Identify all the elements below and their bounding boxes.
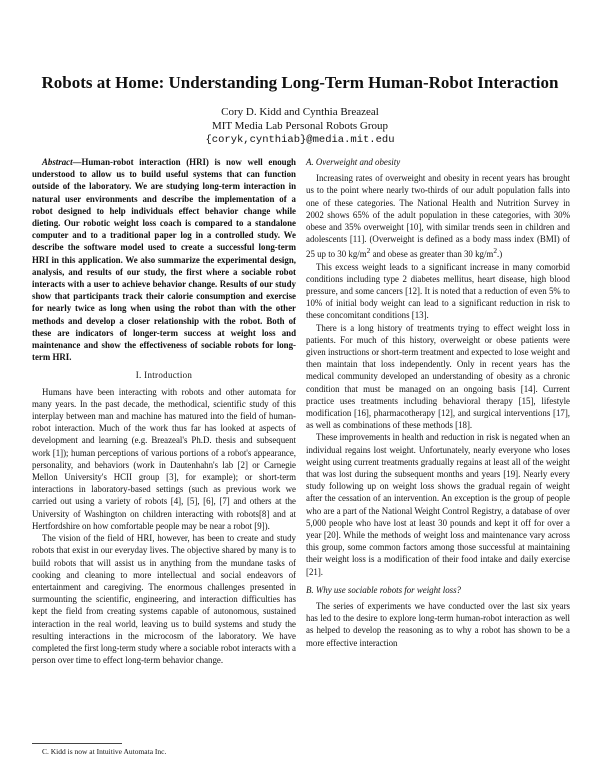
author-block xyxy=(40,105,560,147)
footnote: C. Kidd is now at Intuitive Automata Inc. xyxy=(42,747,167,756)
paper-title: Robots at Home: Understanding Long-Term Human-Robot Interaction xyxy=(41,73,559,92)
body-paragraph: Increasing rates of overweight and obesity in recent years has brought us to the point where nearly two-thirds of our adult population falls into one of these categories. The National Health and Nutrition Survey in 2002 shows 65% of the adult population in these categories, with 30% obese and 35% overweight [10], with similar trends seen in children and adolescents [11]. (Overweight is defined as a body mass index (BMI) of 25 up to 30 $kg/m^2$ and obese as greater than 30 $kg/m^2$.) xyxy=(306,173,570,260)
author-names: Cory D. Kidd and Cynthia Breazeal xyxy=(221,106,379,118)
footnote-divider xyxy=(32,743,122,744)
abstract-text: —Human-robot interaction (HRI) is now well enough understood to allow us to build useful systems that can function outside of the laboratory. We are studying long-term interaction in natural user environments and describe the implementation of a robot designed to help individuals effect behavior change while dieting. Our robotic weight loss coach is compared to a standalone computer and to a traditional paper log in a controlled study. We describe the software model used to create a successful long-term HRI in this application. We also summarize the experimental design, analysis, and results of our study, the first where a sociable robot interacts with a user to achieve behavior change. Results of our study show that participants track their calorie consumption and exercise for nearly twice as long when using the robot than with the other methods and develop a closer relationship with the robot. Both of these are indicators of longer-term success at weight loss and maintenance and show the effectiveness of sociable robots for long-term HRI. xyxy=(32,157,296,363)
author-email: {coryk,cynthiab}@media.mit.edu xyxy=(205,134,395,146)
right-column xyxy=(306,156,570,649)
intro-paragraph: The vision of the field of HRI, however, has been to create and study robots that exist in our everyday lives. The objective shared by many is to build robots that will assist us in anything from the mundane tasks of cooking and cleaning to more intellectual and social endeavors of entertainment and caregiving. The enormous challenges presented in surmounting the scientific, engineering, and interaction difficulties has kept the field from creating systems capable of autonomous, sustained interaction in the real world, leaving us to build systems and study the resulting interactions in the microcosm of the laboratory. We have completed the first long-term study where a sociable robot interacts with a person over time to effect long-term behavior change. xyxy=(32,533,296,666)
body-paragraph: These improvements in health and reduction in risk is negated when an individual regains lost weight. Unfortunately, nearly everyone who loses weight using current treatments gradually regains at least all of the weight that was lost during the subsequent months and years [19]. Nearly every study following up on weight loss shows the gradual regain of weight after the cessation of an intervention. An exception is the group of people who are a part of the National Weight Control Registry, a database of over 5,000 people who have lost at least 30 pounds and kept it off for over a year [20]. While the methods of weight loss and maintenance vary across this group, some common factors among those successful at maintaining their weight loss is a modification of their food intake and daily exercise [21]. xyxy=(306,432,570,577)
left-column xyxy=(32,156,296,666)
abstract xyxy=(32,156,296,363)
author-affiliation: MIT Media Lab Personal Robots Group xyxy=(211,120,389,132)
subsection-heading-overweight: A. Overweight and obesity xyxy=(306,157,401,167)
body-paragraph: The series of experiments we have conducted over the last six years has led to the desire to explore long-term human-robot interaction as well as helped to develop the reasoning as to why a robot has shown to be a more effective interaction xyxy=(306,601,570,648)
subsection-heading-why-robots: B. Why use sociable robots for weight loss? xyxy=(306,584,461,595)
abstract-label: Abstract xyxy=(42,157,73,167)
section-heading-introduction: I. Introduction xyxy=(135,370,193,381)
intro-paragraph: Humans have been interacting with robots and other automata for many years. In the past decade, the methodical, scientific study of this interplay between man and machine has matured into the field of human-robot interaction. Much of the work thus far has looked at aspects of development and learning (e.g. Breazeal's Ph.D. thesis and subsequent work [1]); human perceptions of various portions of a robot's appearance, personality, and behaviors (work in Dautenhahn's lab [2] or Carnegie Mellon University's HCII group [3], for example); or short-term interactions in laboratory-based settings (such as previous work we carried out using a variety of robots [4], [5], [6], [7] and others at the University of Washington on children interacting with robots[8] and at Hertfordshire on how comfortable people may be near a robot [9]). xyxy=(32,386,296,531)
body-paragraph: There is a long history of treatments trying to effect weight loss in patients. For much of this history, overweight or obese patients were given instructions or short-term treatment and expected to lose weight and then maintain that loss independently. Only in recent years has the medical community developed an understanding of obesity as a chronic condition that must be managed on an ongoing basis [14]. Current practice uses treatments including behavioral therapy [15], lifestyle modification [16], pharmacotherapy [12], and surgical interventions [17], as well as combinations of these methods [18]. xyxy=(306,322,570,431)
body-paragraph: This excess weight leads to a significant increase in many comorbid conditions including type 2 diabetes mellitus, heart disease, high blood pressure, and some cancers [12]. It is noted that a reduction of even 5% to 10% of initial body weight can lead to a significant reduction in risk to these concomitant conditions [13]. xyxy=(306,261,570,321)
